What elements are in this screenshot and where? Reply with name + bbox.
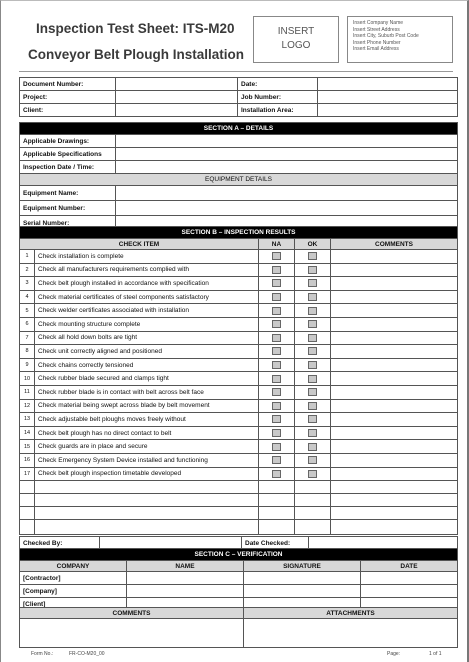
ok-cell (295, 426, 331, 440)
check-text: Check all manufacturers requirements complied with (35, 263, 259, 277)
equipment-number-label: Equipment Number: (20, 201, 116, 216)
date-header: DATE (361, 561, 458, 572)
ok-checkbox[interactable] (308, 266, 317, 274)
equipment-name-field[interactable] (116, 186, 458, 201)
check-number: 17 (20, 467, 35, 481)
ok-checkbox[interactable] (308, 388, 317, 396)
page-value: 1 of 1 (429, 651, 442, 657)
comment-field[interactable] (331, 520, 458, 535)
comments-attachments-table (19, 607, 458, 648)
company-header: COMPANY (20, 561, 127, 572)
ok-cell (295, 317, 331, 331)
company-line: Insert Street Address (353, 26, 400, 33)
comment-field[interactable] (331, 494, 458, 507)
na-checkbox[interactable] (272, 402, 281, 410)
check-number: 13 (20, 413, 35, 427)
na-checkbox[interactable] (272, 252, 281, 260)
na-header: NA (259, 239, 295, 250)
na-cell (259, 290, 295, 304)
ok-cell (295, 345, 331, 359)
check-text: Check rubber blade is in contact with belt across belt face (35, 385, 259, 399)
logo-placeholder (253, 16, 339, 63)
form-no-value: FR-CO-M20_00 (69, 651, 105, 657)
comment-field[interactable] (331, 385, 458, 399)
project-field[interactable] (116, 91, 238, 104)
ok-checkbox[interactable] (308, 293, 317, 301)
ok-checkbox[interactable] (308, 456, 317, 464)
na-cell (259, 263, 295, 277)
ok-checkbox[interactable] (308, 320, 317, 328)
na-checkbox[interactable] (272, 429, 281, 437)
signature-header: SIGNATURE (244, 561, 361, 572)
attachments-label: ATTACHMENTS (244, 608, 458, 619)
ok-cell (295, 413, 331, 427)
job-number-label: Job Number: (238, 91, 318, 104)
na-checkbox[interactable] (272, 293, 281, 301)
na-checkbox[interactable] (272, 456, 281, 464)
ok-cell (295, 250, 331, 264)
comment-field[interactable] (331, 399, 458, 413)
comments-label: COMMENTS (20, 608, 244, 619)
check-text: Check adjustable belt ploughs moves freely without (35, 413, 259, 427)
check-row (20, 263, 458, 277)
na-checkbox[interactable] (272, 388, 281, 396)
inspection-date-time-label: Inspection Date / Time: (20, 161, 116, 174)
na-checkbox[interactable] (272, 266, 281, 274)
date-checked-label: Date Checked: (242, 537, 309, 550)
check-text: Check Emergency System Device installed and functioning (35, 453, 259, 467)
na-cell (259, 317, 295, 331)
ok-cell (295, 372, 331, 386)
check-number: 1 (20, 250, 35, 264)
na-cell (259, 453, 295, 467)
logo-text-2: LOGO (281, 40, 311, 51)
na-cell (259, 358, 295, 372)
check-row (20, 358, 458, 372)
installation-area-label: Installation Area: (238, 104, 318, 117)
ok-checkbox[interactable] (308, 347, 317, 355)
comment-field[interactable] (331, 317, 458, 331)
check-number: 3 (20, 277, 35, 291)
na-cell (259, 345, 295, 359)
comment-field[interactable] (331, 277, 458, 291)
title-line-1: Inspection Test Sheet: ITS-M20 (36, 21, 235, 36)
ok-cell (295, 440, 331, 454)
check-text: Check unit correctly aligned and positioned (35, 345, 259, 359)
check-number: 10 (20, 372, 35, 386)
check-row (20, 440, 458, 454)
check-text: Check mounting structure complete (35, 317, 259, 331)
na-cell (259, 413, 295, 427)
na-cell (259, 426, 295, 440)
check-row (20, 385, 458, 399)
ok-cell (295, 331, 331, 345)
header-divider (19, 71, 453, 72)
na-checkbox[interactable] (272, 307, 281, 315)
na-checkbox[interactable] (272, 470, 281, 478)
name-header: NAME (127, 561, 244, 572)
check-number: 5 (20, 304, 35, 318)
ok-cell (295, 467, 331, 481)
check-item-header: CHECK ITEM (20, 239, 259, 250)
attachments-field[interactable] (244, 619, 458, 648)
check-number: 7 (20, 331, 35, 345)
document-number-label: Document Number: (20, 78, 116, 91)
check-number: 8 (20, 345, 35, 359)
date-label: Date: (238, 78, 318, 91)
company-line: Insert City, Suburb Post Code (353, 33, 419, 39)
check-text: Check welder certificates associated with installation (35, 304, 259, 318)
ok-cell (295, 304, 331, 318)
na-cell (259, 277, 295, 291)
section-b-title: SECTION B – INSPECTION RESULTS (20, 227, 458, 239)
check-row (20, 467, 458, 481)
check-text: Check belt plough has no direct contact to belt (35, 426, 259, 440)
check-number: 15 (20, 440, 35, 454)
company-name-field[interactable] (127, 585, 244, 598)
na-checkbox[interactable] (272, 279, 281, 287)
check-text: Check installation is complete (35, 250, 259, 264)
company-label: [Company] (20, 585, 127, 598)
check-row (20, 345, 458, 359)
na-checkbox[interactable] (272, 415, 281, 423)
contractor-label: [Contractor] (20, 572, 127, 585)
checked-by-label: Checked By: (20, 537, 100, 550)
serial-number-label: Serial Number: (20, 216, 116, 231)
na-cell (259, 331, 295, 345)
ok-checkbox[interactable] (308, 402, 317, 410)
check-text: Check belt plough installed in accordance with specification (35, 277, 259, 291)
comment-field[interactable] (331, 413, 458, 427)
job-number-field[interactable] (318, 91, 458, 104)
client-field[interactable] (116, 104, 238, 117)
na-cell (259, 372, 295, 386)
company-line: Insert Phone Number (353, 39, 401, 46)
equipment-details-title: EQUIPMENT DETAILS (20, 174, 458, 186)
ok-cell (295, 399, 331, 413)
ok-cell (295, 277, 331, 291)
check-text: Check material certificates of steel components satisfactory (35, 290, 259, 304)
comments-header: COMMENTS (331, 239, 458, 250)
section-c-table (19, 548, 458, 611)
ok-cell (295, 263, 331, 277)
ok-checkbox[interactable] (308, 375, 317, 383)
company-line: Insert Email Address (353, 46, 399, 52)
comment-field[interactable] (331, 467, 458, 481)
check-row (20, 277, 458, 291)
document-number-field[interactable] (116, 78, 238, 91)
na-cell (259, 399, 295, 413)
ok-checkbox[interactable] (308, 279, 317, 287)
applicable-drawings-field[interactable] (116, 135, 458, 148)
check-text: Check guards are in place and secure (35, 440, 259, 454)
company-date-field[interactable] (361, 585, 458, 598)
section-b-table (19, 226, 458, 535)
ok-checkbox[interactable] (308, 470, 317, 478)
comment-field[interactable] (331, 358, 458, 372)
ok-checkbox[interactable] (308, 415, 317, 423)
contractor-signature-field[interactable] (244, 572, 361, 585)
na-cell (259, 250, 295, 264)
comment-field[interactable] (331, 372, 458, 386)
na-cell (259, 467, 295, 481)
form-no-label: Form No.: (31, 651, 54, 657)
ok-checkbox[interactable] (308, 307, 317, 315)
ok-checkbox[interactable] (308, 334, 317, 342)
project-label: Project: (20, 91, 116, 104)
na-cell (259, 440, 295, 454)
comment-field[interactable] (331, 331, 458, 345)
section-c-title: SECTION C – VERIFICATION (20, 549, 458, 561)
check-row (20, 250, 458, 264)
comment-field[interactable] (331, 426, 458, 440)
check-row (20, 372, 458, 386)
check-text: Check all hold down bolts are tight (35, 331, 259, 345)
applicable-specifications-field[interactable] (116, 148, 458, 161)
info-table (19, 77, 458, 117)
comment-field[interactable] (331, 440, 458, 454)
ok-cell (295, 358, 331, 372)
check-number: 2 (20, 263, 35, 277)
check-text: Check rubber blade secured and clamps tight (35, 372, 259, 386)
company-details (347, 16, 453, 63)
comment-field[interactable] (331, 481, 458, 494)
check-number: 4 (20, 290, 35, 304)
na-checkbox[interactable] (272, 375, 281, 383)
check-text: Check belt plough inspection timetable developed (35, 467, 259, 481)
check-row (20, 290, 458, 304)
check-number: 14 (20, 426, 35, 440)
comment-field[interactable] (331, 304, 458, 318)
contractor-name-field[interactable] (127, 572, 244, 585)
check-text: Check chains correctly tensioned (35, 358, 259, 372)
na-checkbox[interactable] (272, 347, 281, 355)
na-checkbox[interactable] (272, 443, 281, 451)
check-text: Check material being swept across blade by belt movement (35, 399, 259, 413)
comment-field[interactable] (331, 345, 458, 359)
applicable-drawings-label: Applicable Drawings: (20, 135, 116, 148)
comments-field[interactable] (20, 619, 244, 648)
check-number: 12 (20, 399, 35, 413)
equipment-number-field[interactable] (116, 201, 458, 216)
page-label: Page: (387, 651, 401, 657)
check-row (20, 317, 458, 331)
check-number: 16 (20, 453, 35, 467)
na-cell (259, 304, 295, 318)
check-number: 6 (20, 317, 35, 331)
ok-checkbox[interactable] (308, 252, 317, 260)
date-field[interactable] (318, 78, 458, 91)
ok-header: OK (295, 239, 331, 250)
comment-field[interactable] (331, 250, 458, 264)
client-label: Client: (20, 104, 116, 117)
check-row (20, 426, 458, 440)
ok-cell (295, 453, 331, 467)
title-line-2: Conveyor Belt Plough Installation (28, 47, 245, 62)
check-row (20, 413, 458, 427)
logo-text-1: INSERT (277, 26, 315, 37)
ok-checkbox[interactable] (308, 429, 317, 437)
applicable-specifications-label: Applicable Specifications (20, 148, 116, 161)
contractor-date-field[interactable] (361, 572, 458, 585)
check-row (20, 304, 458, 318)
header-title-block (25, 11, 250, 69)
check-number: 11 (20, 385, 35, 399)
equipment-name-label: Equipment Name: (20, 186, 116, 201)
section-a-table (19, 122, 458, 231)
ok-checkbox[interactable] (308, 361, 317, 369)
section-a-title: SECTION A – DETAILS (20, 123, 458, 135)
company-line: Insert Company Name (353, 20, 404, 26)
na-checkbox[interactable] (272, 320, 281, 328)
comment-field[interactable] (331, 453, 458, 467)
ok-checkbox[interactable] (308, 443, 317, 451)
check-row (20, 453, 458, 467)
comment-field[interactable] (331, 507, 458, 520)
client-verif-label: [Client] (20, 598, 127, 611)
na-checkbox[interactable] (272, 361, 281, 369)
ok-cell (295, 290, 331, 304)
ok-cell (295, 385, 331, 399)
comment-field[interactable] (331, 263, 458, 277)
check-row (20, 331, 458, 345)
na-checkbox[interactable] (272, 334, 281, 342)
company-signature-field[interactable] (244, 585, 361, 598)
installation-area-field[interactable] (318, 104, 458, 117)
comment-field[interactable] (331, 290, 458, 304)
inspection-date-time-field[interactable] (116, 161, 458, 174)
na-cell (259, 385, 295, 399)
check-number: 9 (20, 358, 35, 372)
check-row (20, 399, 458, 413)
